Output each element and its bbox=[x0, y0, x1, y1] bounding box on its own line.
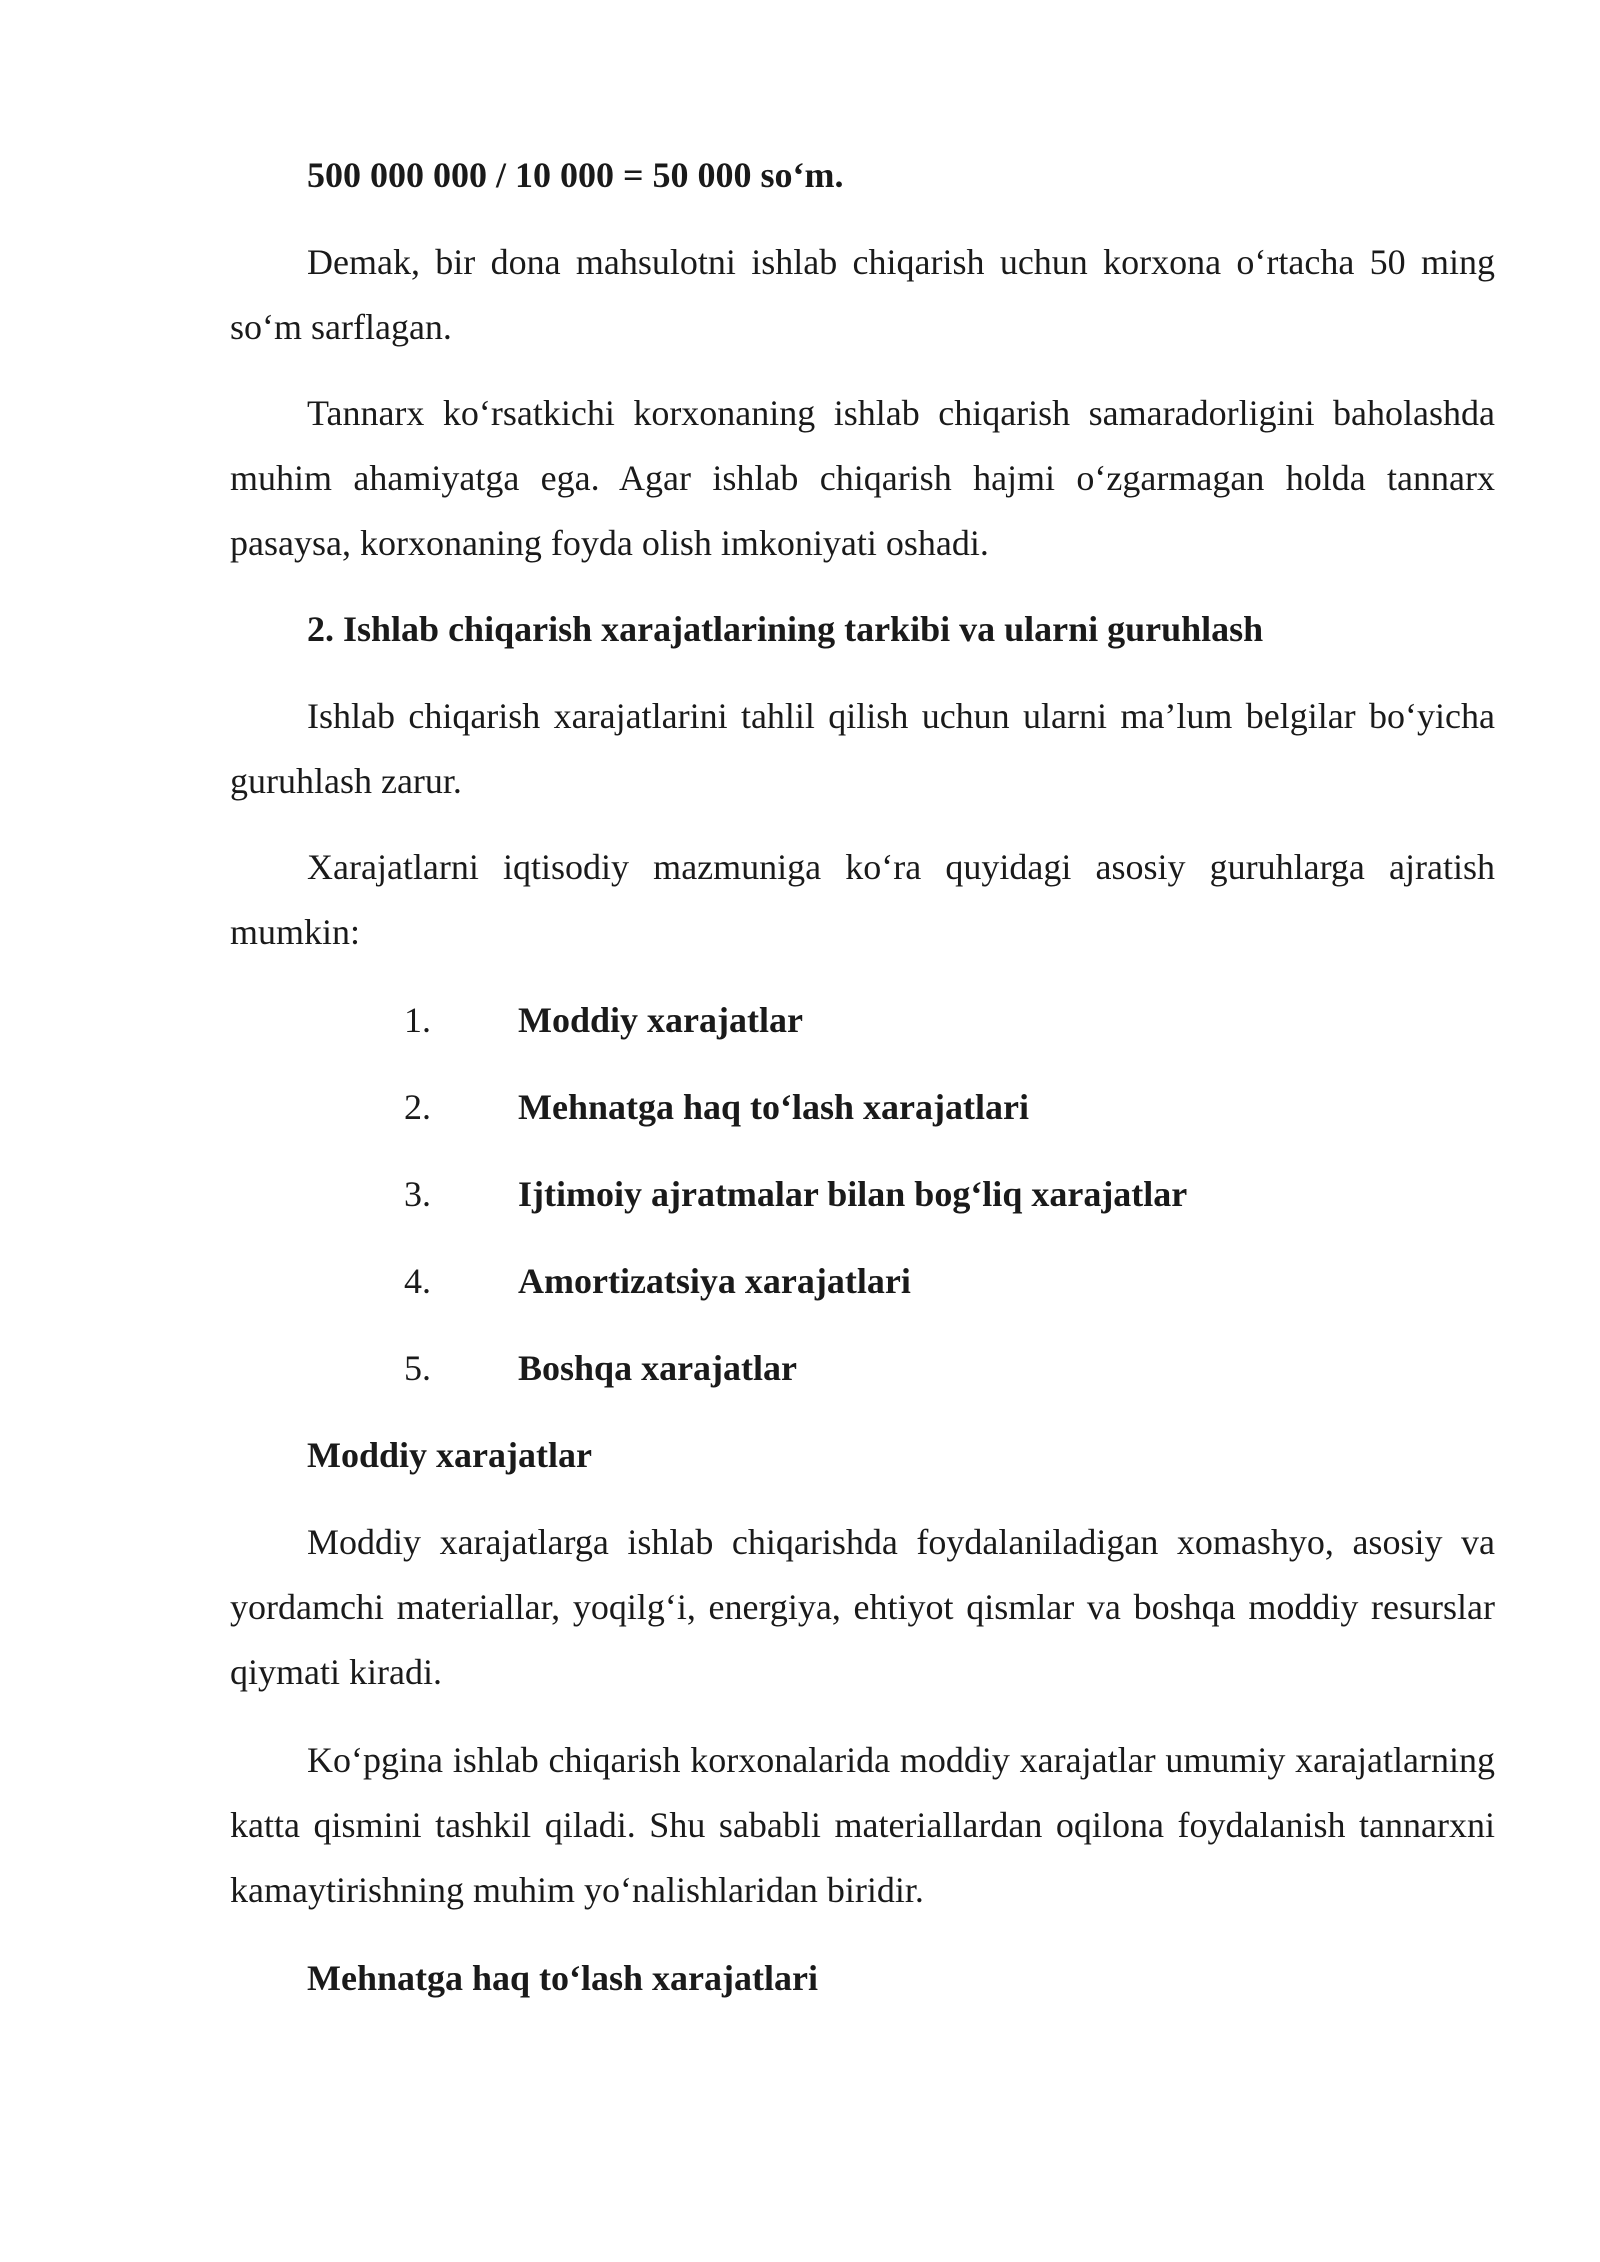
section-heading: 2. Ishlab chiqarish xarajatlarining tarkibi va ularni guruhlash bbox=[307, 609, 1264, 649]
subheading-mehnat: Mehnatga haq to‘lash xarajatlari bbox=[307, 1958, 818, 1998]
list-label: Boshqa xarajatlar bbox=[518, 1348, 797, 1388]
paragraph-groups-intro: Xarajatlarni iqtisodiy mazmuniga ko‘ra quyidagi asosiy guruhlarga ajratish mumkin: bbox=[230, 847, 1495, 952]
paragraph-grouping: Ishlab chiqarish xarajatlarini tahlil qilish uchun ularni ma’lum belgilar bo‘yicha guruhlash zarur. bbox=[230, 696, 1495, 801]
list-number: 5. bbox=[404, 1348, 431, 1388]
paragraph-conclusion: Demak, bir dona mahsulotni ishlab chiqarish uchun korxona o‘rtacha 50 ming so‘m sarflagan. bbox=[230, 242, 1495, 347]
list-number: 2. bbox=[404, 1087, 431, 1127]
subheading-moddiy: Moddiy xarajatlar bbox=[307, 1435, 592, 1475]
paragraph-moddiy: Moddiy xarajatlarga ishlab chiqarishda foydalaniladigan xomashyo, asosiy va yordamchi materiallar, yoqilg‘i, energiya, ehtiyot qismlar va boshqa moddiy resurslar qiymati kiradi. bbox=[230, 1522, 1495, 1692]
formula-line: 500 000 000 / 10 000 = 50 000 so‘m. bbox=[307, 155, 844, 195]
list-label: Ijtimoiy ajratmalar bilan bog‘liq xarajatlar bbox=[518, 1174, 1188, 1214]
paragraph-tannarx: Tannarx ko‘rsatkichi korxonaning ishlab chiqarish samaradorligini baholashda muhim ahamiyatga ega. Agar ishlab chiqarish hajmi o‘zgarmagan holda tannarx pasaysa, korxonaning foyda olish imkoniyati oshadi. bbox=[230, 393, 1495, 563]
list-number: 1. bbox=[404, 1000, 431, 1040]
paragraph-materials: Ko‘pgina ishlab chiqarish korxonalarida moddiy xarajatlar umumiy xarajatlarning katta qismini tashkil qiladi. Shu sababli materiallardan oqilona foydalanish tannarxni kamaytirishning muhim yo‘nalishlaridan biridir. bbox=[230, 1740, 1495, 1910]
list-number: 4. bbox=[404, 1261, 431, 1301]
list-label: Moddiy xarajatlar bbox=[518, 1000, 803, 1040]
list-label: Mehnatga haq to‘lash xarajatlari bbox=[518, 1087, 1029, 1127]
list-number: 3. bbox=[404, 1174, 431, 1214]
list-label: Amortizatsiya xarajatlari bbox=[518, 1261, 911, 1301]
